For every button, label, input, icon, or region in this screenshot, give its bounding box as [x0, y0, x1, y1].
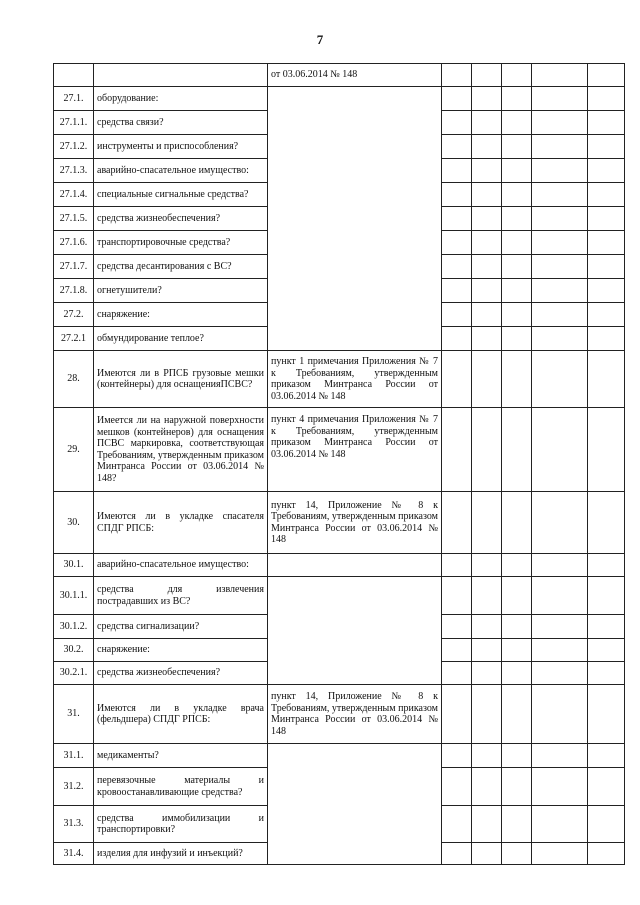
mark-cell — [588, 806, 625, 843]
mark-cell — [472, 135, 502, 159]
item-question: оборудование: — [94, 87, 268, 111]
mark-cell — [502, 255, 532, 279]
mark-cell — [532, 135, 588, 159]
mark-cell — [442, 843, 472, 865]
mark-cell — [588, 554, 625, 577]
mark-cell — [588, 843, 625, 865]
item-number: 30. — [54, 492, 94, 554]
mark-cell — [588, 577, 625, 615]
mark-cell — [472, 843, 502, 865]
mark-cell — [502, 207, 532, 231]
mark-cell — [502, 231, 532, 255]
reference-cell — [268, 577, 442, 685]
item-question: Имеются ли в укладке врача (фельдшера) СПДГ РПСБ: — [94, 685, 268, 744]
mark-cell — [442, 231, 472, 255]
mark-cell — [472, 183, 502, 207]
mark-cell — [442, 159, 472, 183]
mark-cell — [502, 554, 532, 577]
item-reference: пункт 4 примечания Приложения № 7 к Требованиям, утвержденным приказом Минтранса России от 03.06.2014 № 148 — [268, 408, 442, 492]
mark-cell — [472, 806, 502, 843]
reference-cell — [268, 554, 442, 577]
mark-cell — [472, 87, 502, 111]
item-number: 27.1.1. — [54, 111, 94, 135]
item-question: транспортировочные средства? — [94, 231, 268, 255]
mark-cell — [472, 492, 502, 554]
table-row — [54, 577, 625, 615]
mark-cell — [502, 577, 532, 615]
mark-cell — [472, 768, 502, 806]
mark-cell — [442, 744, 472, 768]
item-question: средства жизнеобеспечения? — [94, 207, 268, 231]
mark-cell — [442, 408, 472, 492]
mark-cell — [532, 768, 588, 806]
mark-cell — [502, 806, 532, 843]
item-number: 27.1. — [54, 87, 94, 111]
mark-cell — [588, 351, 625, 408]
mark-cell — [532, 207, 588, 231]
mark-cell — [472, 685, 502, 744]
mark-cell — [442, 577, 472, 615]
mark-cell — [472, 279, 502, 303]
mark-cell — [502, 111, 532, 135]
mark-cell — [502, 64, 532, 87]
mark-cell — [502, 408, 532, 492]
mark-cell — [442, 685, 472, 744]
mark-cell — [532, 492, 588, 554]
mark-cell — [472, 231, 502, 255]
item-question: средства для извлечения пострадавших из ВС? — [94, 577, 268, 615]
item-question: специальные сигнальные средства? — [94, 183, 268, 207]
mark-cell — [588, 744, 625, 768]
item-number: 31.2. — [54, 768, 94, 806]
item-number: 30.2. — [54, 639, 94, 662]
item-question: инструменты и приспособления? — [94, 135, 268, 159]
mark-cell — [442, 111, 472, 135]
mark-cell — [588, 207, 625, 231]
item-number: 31.4. — [54, 843, 94, 865]
mark-cell — [588, 327, 625, 351]
mark-cell — [532, 327, 588, 351]
mark-cell — [502, 351, 532, 408]
mark-cell — [532, 806, 588, 843]
item-number: 30.1.2. — [54, 615, 94, 639]
table-row — [54, 64, 625, 87]
mark-cell — [588, 255, 625, 279]
mark-cell — [502, 615, 532, 639]
mark-cell — [532, 303, 588, 327]
mark-cell — [532, 255, 588, 279]
mark-cell — [588, 279, 625, 303]
mark-cell — [472, 303, 502, 327]
checklist-table — [53, 63, 625, 865]
item-reference: пункт 14, Приложение № 8 к Требованиям, утвержденным приказом Минтранса России от 03.06.2014 № 148 — [268, 492, 442, 554]
mark-cell — [502, 639, 532, 662]
mark-cell — [588, 183, 625, 207]
mark-cell — [472, 255, 502, 279]
item-question: аварийно-спасательное имущество: — [94, 159, 268, 183]
item-reference: пункт 1 примечания Приложения № 7 к Требованиям, утвержденным приказом Минтранса России от 03.06.2014 № 148 — [268, 351, 442, 408]
mark-cell — [442, 64, 472, 87]
item-question: снаряжение: — [94, 639, 268, 662]
mark-cell — [532, 64, 588, 87]
table-row — [54, 744, 625, 768]
mark-cell — [532, 408, 588, 492]
mark-cell — [442, 303, 472, 327]
table-row — [54, 554, 625, 577]
mark-cell — [588, 662, 625, 685]
mark-cell — [502, 843, 532, 865]
mark-cell — [588, 685, 625, 744]
item-question: снаряжение: — [94, 303, 268, 327]
item-number: 27.1.7. — [54, 255, 94, 279]
mark-cell — [502, 303, 532, 327]
mark-cell — [532, 843, 588, 865]
mark-cell — [472, 408, 502, 492]
item-question: средства связи? — [94, 111, 268, 135]
mark-cell — [588, 303, 625, 327]
mark-cell — [532, 87, 588, 111]
item-number: 27.1.6. — [54, 231, 94, 255]
mark-cell — [502, 159, 532, 183]
mark-cell — [472, 744, 502, 768]
mark-cell — [442, 255, 472, 279]
mark-cell — [532, 577, 588, 615]
mark-cell — [502, 183, 532, 207]
mark-cell — [532, 111, 588, 135]
mark-cell — [588, 492, 625, 554]
item-number: 29. — [54, 408, 94, 492]
item-number: 31.3. — [54, 806, 94, 843]
table-row — [54, 492, 625, 554]
mark-cell — [442, 351, 472, 408]
table-row — [54, 685, 625, 744]
reference-cell — [268, 87, 442, 351]
question-cell — [94, 64, 268, 87]
mark-cell — [472, 662, 502, 685]
mark-cell — [442, 327, 472, 351]
mark-cell — [442, 662, 472, 685]
mark-cell — [588, 111, 625, 135]
item-reference: пункт 14, Приложение № 8 к Требованиям, утвержденным приказом Минтранса России от 03.06.2014 № 148 — [268, 685, 442, 744]
mark-cell — [442, 135, 472, 159]
item-number: 30.1. — [54, 554, 94, 577]
item-number: 27.2. — [54, 303, 94, 327]
mark-cell — [588, 408, 625, 492]
item-number: 27.1.8. — [54, 279, 94, 303]
table-row — [54, 351, 625, 408]
mark-cell — [502, 87, 532, 111]
item-question: обмундирование теплое? — [94, 327, 268, 351]
mark-cell — [502, 744, 532, 768]
mark-cell — [588, 615, 625, 639]
mark-cell — [442, 806, 472, 843]
mark-cell — [588, 231, 625, 255]
mark-cell — [502, 768, 532, 806]
item-number: 27.1.2. — [54, 135, 94, 159]
mark-cell — [532, 183, 588, 207]
mark-cell — [502, 662, 532, 685]
mark-cell — [588, 64, 625, 87]
mark-cell — [532, 554, 588, 577]
mark-cell — [532, 351, 588, 408]
table-row — [54, 408, 625, 492]
mark-cell — [472, 554, 502, 577]
mark-cell — [588, 87, 625, 111]
item-number: 27.2.1 — [54, 327, 94, 351]
item-question: средства сигнализации? — [94, 615, 268, 639]
mark-cell — [472, 159, 502, 183]
mark-cell — [442, 279, 472, 303]
item-question: Имеются ли в укладке спасателя СПДГ РПСБ: — [94, 492, 268, 554]
mark-cell — [502, 135, 532, 159]
item-question: Имеется ли на наружной поверхности мешков (контейнеров) для оснащения ПСВС маркировка, соответствующая Требованиям, утвержденным приказом Минтранса России от 03.06.2014 № 148? — [94, 408, 268, 492]
mark-cell — [502, 327, 532, 351]
mark-cell — [472, 64, 502, 87]
table-row — [54, 87, 625, 111]
mark-cell — [532, 279, 588, 303]
item-question: огнетушители? — [94, 279, 268, 303]
mark-cell — [532, 744, 588, 768]
mark-cell — [442, 554, 472, 577]
mark-cell — [442, 207, 472, 231]
item-question: средства жизнеобеспечения? — [94, 662, 268, 685]
mark-cell — [532, 615, 588, 639]
item-question: медикаменты? — [94, 744, 268, 768]
item-question: аварийно-спасательное имущество: — [94, 554, 268, 577]
mark-cell — [472, 577, 502, 615]
mark-cell — [472, 615, 502, 639]
item-number: 27.1.5. — [54, 207, 94, 231]
item-number: 30.2.1. — [54, 662, 94, 685]
mark-cell — [588, 639, 625, 662]
mark-cell — [442, 639, 472, 662]
item-question: средства десантирования с ВС? — [94, 255, 268, 279]
mark-cell — [532, 685, 588, 744]
mark-cell — [588, 768, 625, 806]
item-question: изделия для инфузий и инъекций? — [94, 843, 268, 865]
reference-cell: от 03.06.2014 № 148 — [268, 64, 442, 87]
mark-cell — [442, 768, 472, 806]
mark-cell — [502, 279, 532, 303]
mark-cell — [472, 351, 502, 408]
mark-cell — [472, 207, 502, 231]
mark-cell — [442, 492, 472, 554]
item-question: средства иммобилизации и транспортировки? — [94, 806, 268, 843]
mark-cell — [532, 159, 588, 183]
item-question: Имеются ли в РПСБ грузовые мешки (контейнеры) для оснащенияПСВС? — [94, 351, 268, 408]
mark-cell — [442, 183, 472, 207]
mark-cell — [502, 685, 532, 744]
reference-cell — [268, 744, 442, 865]
item-number: 27.1.4. — [54, 183, 94, 207]
mark-cell — [588, 135, 625, 159]
item-question: перевязочные материалы и кровоостанавливающие средства? — [94, 768, 268, 806]
item-number: 27.1.3. — [54, 159, 94, 183]
item-number: 28. — [54, 351, 94, 408]
item-number: 31. — [54, 685, 94, 744]
num-cell — [54, 64, 94, 87]
mark-cell — [472, 111, 502, 135]
mark-cell — [502, 492, 532, 554]
item-number: 31.1. — [54, 744, 94, 768]
mark-cell — [532, 662, 588, 685]
page-number: 7 — [316, 32, 324, 47]
mark-cell — [588, 159, 625, 183]
mark-cell — [532, 231, 588, 255]
mark-cell — [442, 87, 472, 111]
mark-cell — [472, 327, 502, 351]
item-number: 30.1.1. — [54, 577, 94, 615]
mark-cell — [532, 639, 588, 662]
mark-cell — [442, 615, 472, 639]
mark-cell — [472, 639, 502, 662]
